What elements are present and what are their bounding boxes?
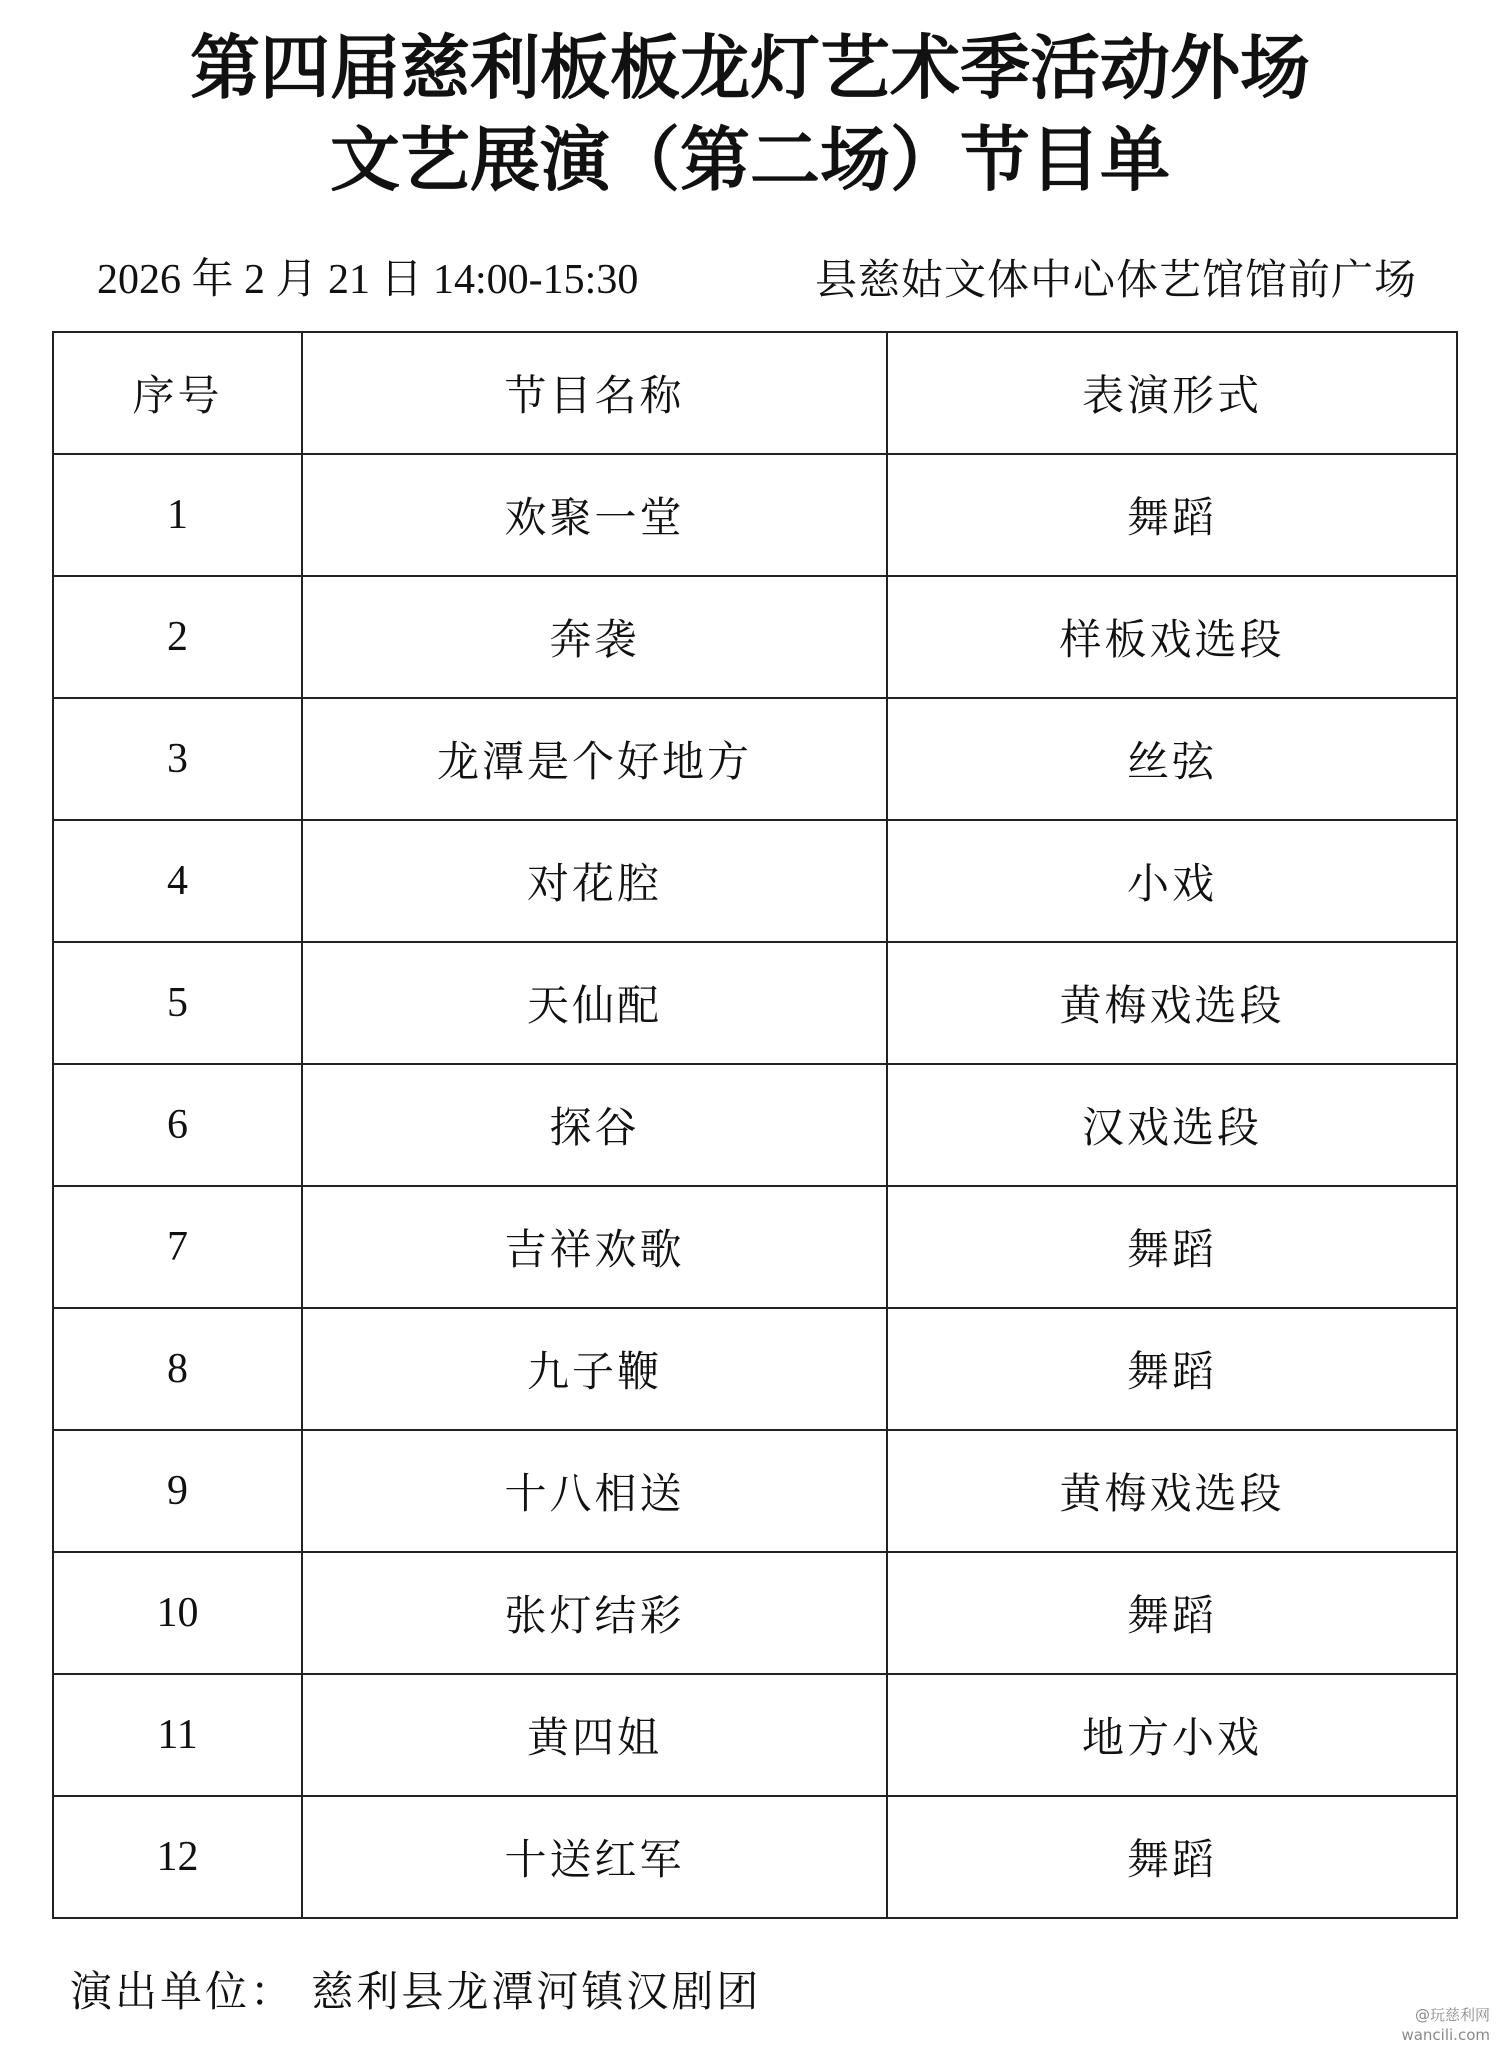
row-number: 10 [53, 1552, 302, 1674]
performance-form: 黄梅戏选段 [887, 1430, 1457, 1552]
performance-form: 样板戏选段 [887, 576, 1457, 698]
event-venue: 县慈姑文体中心体艺馆馆前广场 [815, 255, 1418, 304]
program-name: 欢聚一堂 [302, 454, 887, 576]
table-row [53, 698, 1457, 820]
performer-line: 演出单位： 慈利县龙潭河镇汉剧团 [70, 1967, 762, 2016]
performance-form: 舞蹈 [887, 1552, 1457, 1674]
table-row [53, 942, 1457, 1064]
row-number: 1 [53, 454, 302, 576]
program-name: 奔袭 [302, 576, 887, 698]
watermark-domain: wancili.com [1401, 2026, 1490, 2044]
table-row [53, 1064, 1457, 1186]
column-header-number: 序号 [53, 332, 302, 454]
table-header-row [53, 332, 1457, 454]
program-name: 黄四姐 [302, 1674, 887, 1796]
program-name: 探谷 [302, 1064, 887, 1186]
table-row [53, 1308, 1457, 1430]
row-number: 7 [53, 1186, 302, 1308]
program-name: 对花腔 [302, 820, 887, 942]
program-name: 龙潭是个好地方 [302, 698, 887, 820]
page-title-line-2: 文艺展演（第二场）节目单 [330, 119, 1170, 201]
table-row [53, 1430, 1457, 1552]
program-name: 张灯结彩 [302, 1552, 887, 1674]
performance-form: 舞蹈 [887, 1796, 1457, 1918]
performance-form: 舞蹈 [887, 1308, 1457, 1430]
row-number: 11 [53, 1674, 302, 1796]
row-number: 6 [53, 1064, 302, 1186]
column-header-program-name: 节目名称 [302, 332, 887, 454]
performance-form: 黄梅戏选段 [887, 942, 1457, 1064]
event-datetime: 2026 年 2 月 21 日 14:00-15:30 [97, 257, 639, 303]
row-number: 3 [53, 698, 302, 820]
row-number: 9 [53, 1430, 302, 1552]
program-name: 十送红军 [302, 1796, 887, 1918]
table-row [53, 1552, 1457, 1674]
row-number: 12 [53, 1796, 302, 1918]
row-number: 4 [53, 820, 302, 942]
table-row [53, 1674, 1457, 1796]
program-name: 吉祥欢歌 [302, 1186, 887, 1308]
performance-form: 汉戏选段 [887, 1064, 1457, 1186]
page-title-line-1: 第四届慈利板板龙灯艺术季活动外场 [190, 27, 1310, 109]
site-watermark [1401, 2005, 1490, 2045]
performance-form: 舞蹈 [887, 1186, 1457, 1308]
performance-form: 地方小戏 [887, 1674, 1457, 1796]
performance-form: 舞蹈 [887, 454, 1457, 576]
row-number: 2 [53, 576, 302, 698]
program-name: 十八相送 [302, 1430, 887, 1552]
table-row [53, 576, 1457, 698]
table-row [53, 820, 1457, 942]
program-name: 九子鞭 [302, 1308, 887, 1430]
table-row [53, 1796, 1457, 1918]
column-header-performance-form: 表演形式 [887, 332, 1457, 454]
table-row [53, 454, 1457, 576]
program-name: 天仙配 [302, 942, 887, 1064]
performance-form: 丝弦 [887, 698, 1457, 820]
table-row [53, 1186, 1457, 1308]
row-number: 5 [53, 942, 302, 1064]
performance-form: 小戏 [887, 820, 1457, 942]
row-number: 8 [53, 1308, 302, 1430]
watermark-brand: @玩慈利网 [1414, 2006, 1490, 2024]
program-table [52, 331, 1458, 1919]
